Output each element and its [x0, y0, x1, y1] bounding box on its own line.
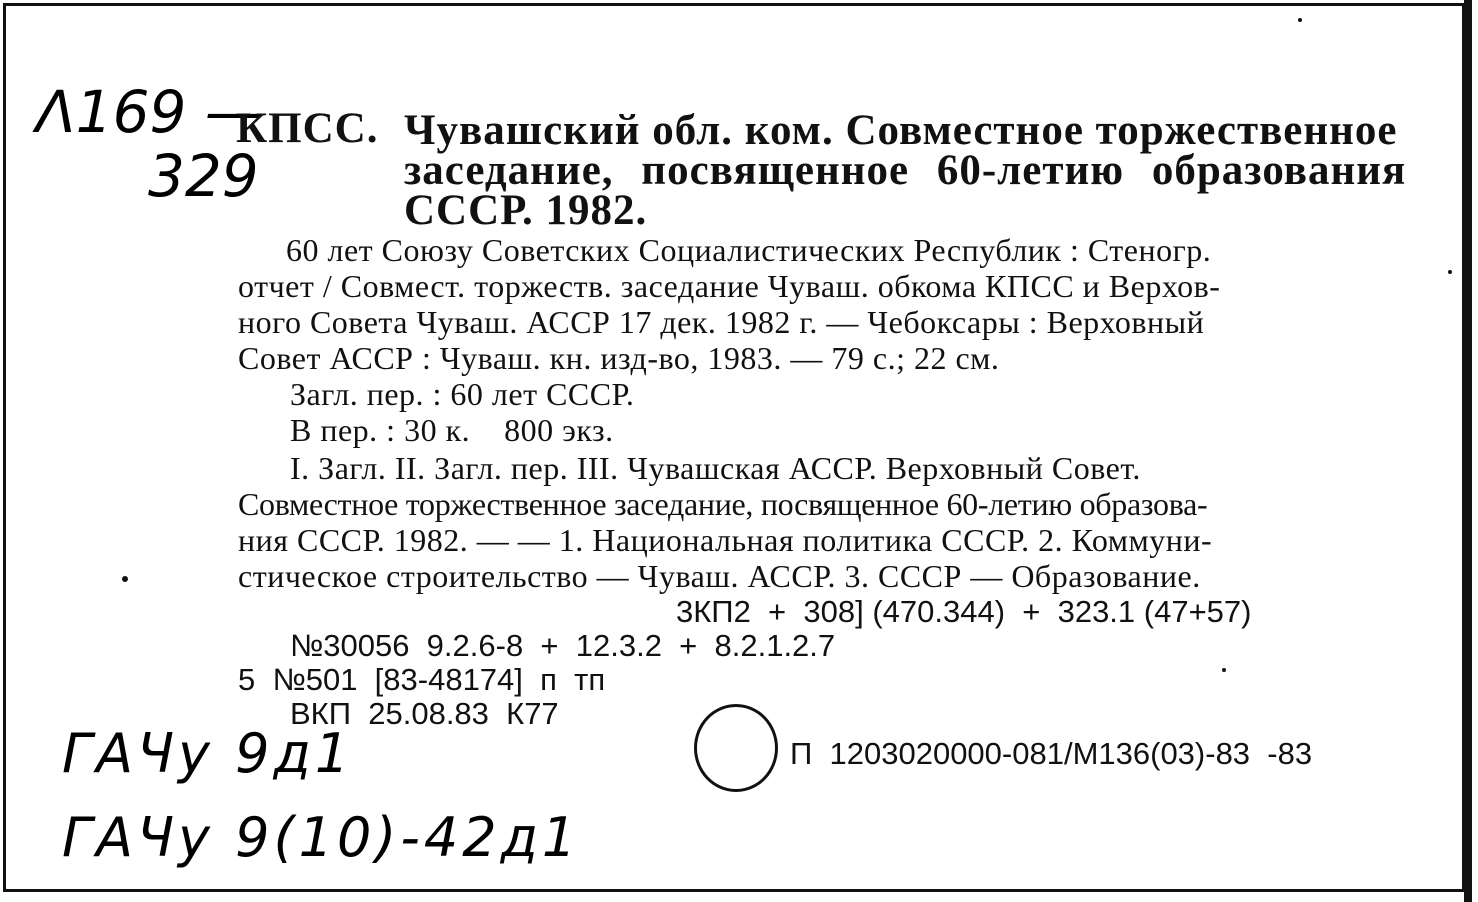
- stamp-circle: [694, 704, 778, 792]
- handwritten-shelf-mark-2: ГАЧу 9(10)-42д1: [62, 806, 581, 869]
- stray-mark: [1222, 668, 1226, 672]
- description-line-4: Совет АССР : Чуваш. кн. изд-во, 1983. — 79 с.; 22 см.: [238, 340, 1000, 376]
- heading-line-1: Чувашский обл. ком. Совместное торжественное: [404, 107, 1398, 154]
- heading-prefix: КПСС.: [236, 105, 379, 152]
- description-line-3: ного Совета Чуваш. АССР 17 дек. 1982 г. — Чебоксары : Верховный: [238, 304, 1205, 340]
- heading-line-3: СССР. 1982.: [404, 187, 648, 234]
- record-code: 5 №501 [83-48174] п тп: [238, 662, 606, 697]
- description-line-1: 60 лет Союзу Советских Социалистических Республик : Стеногр.: [286, 232, 1212, 268]
- handwritten-shelf-mark-1: ГАЧу 9д1: [62, 722, 354, 785]
- vkp-line: ВКП 25.08.83 К77: [290, 696, 559, 731]
- udc-index: 3КП2 + 308] (470.344) + 323.1 (47+57): [676, 594, 1252, 629]
- stray-mark: [1298, 18, 1302, 22]
- stray-mark: [1448, 270, 1452, 274]
- tracings-line-1: I. Загл. II. Загл. пер. III. Чувашская АССР. Верховный Совет.: [290, 450, 1141, 486]
- heading-line-2: заседание, посвященное 60-летию образования: [404, 147, 1407, 194]
- handwritten-call-number-top: Λ169 —: [36, 78, 263, 146]
- stray-mark: [122, 576, 128, 582]
- tracings-line-3: ния СССР. 1982. — — 1. Национальная политика СССР. 2. Коммуни-: [238, 522, 1213, 558]
- tracings-line-4: стическое строительство — Чуваш. АССР. 3. СССР — Образование.: [238, 558, 1201, 594]
- record-number: №30056 9.2.6-8 + 12.3.2 + 8.2.1.2.7: [290, 628, 836, 663]
- publication-index: П 1203020000-081/М136(03)-83 -83: [790, 736, 1313, 771]
- note-parallel-title: Загл. пер. : 60 лет СССР.: [290, 376, 635, 412]
- card-edge: [1464, 0, 1472, 902]
- note-price: В пер. : 30 к. 800 экз.: [290, 412, 614, 448]
- tracings-line-2: Совместное торжественное заседание, посвященное 60-летию образова-: [238, 486, 1208, 522]
- handwritten-call-number-bottom: 329: [148, 142, 259, 210]
- description-line-2: отчет / Совмест. торжеств. заседание Чуваш. обкома КПСС и Верхов-: [238, 268, 1221, 304]
